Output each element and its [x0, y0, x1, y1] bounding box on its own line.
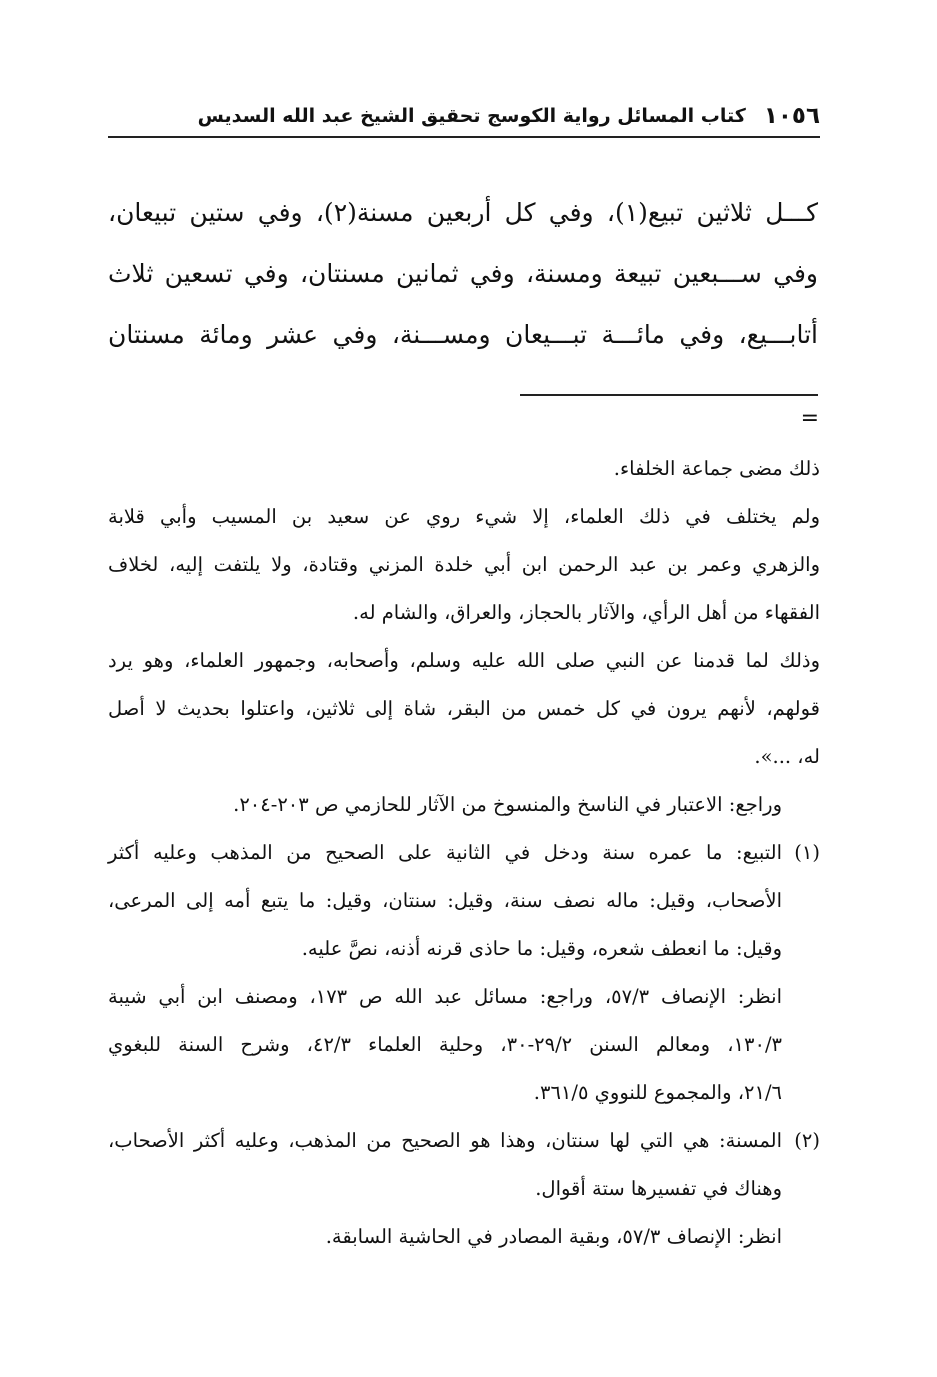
footnote-line: له، ...».: [754, 745, 820, 768]
running-title: كتاب المسائل رواية الكوسج تحقيق الشيخ عبد الله السديس: [197, 105, 746, 127]
footnote-line: والزهري وعمر بن عبد الرحمن ابن أبي خلدة المزني وقتادة، ولا يلتفت إليه، لخلاف: [108, 553, 820, 576]
main-text: [108, 182, 818, 365]
footnote-line: وهناك في تفسيرها ستة أقوال.: [535, 1177, 782, 1200]
footnote-continuation-paragraph: [108, 493, 820, 637]
footnote-line: ١٣٠/٣، ومعالم السنن ٢٩/٢-٣٠، وحلية العلماء ٤٢/٣، وشرح السنة للبغوي: [108, 1033, 782, 1056]
footnote-continuation-paragraph: [108, 637, 820, 781]
footnote-line: ٢١/٦، والمجموع للنووي ٣٦١/٥.: [533, 1081, 782, 1104]
footnote-separator-rule: [520, 394, 818, 396]
footnote-line: الفقهاء من أهل الرأي، والآثار بالحجاز، والعراق، والشام له.: [352, 601, 820, 624]
page-header: [108, 96, 820, 138]
footnote-marker: (١): [794, 841, 820, 864]
footnote-line: وقيل: ما انعطف شعره، وقيل: ما حاذى قرنه أذنه، نصَّ عليه.: [301, 937, 782, 960]
page-number: ١٠٥٦: [763, 103, 820, 129]
main-text-line: كـــل ثلاثين تبيع(١)، وفي كل أربعين مسنة(٢)، وفي ستين تبيعان،: [108, 198, 819, 227]
footnote-line: الأصحاب، وقيل: ماله نصف سنة، وقيل: سنتان، وقيل: ما يتبع أمه إلى المرعى،: [108, 889, 782, 912]
main-text-line: أتابـــيع، وفي مائـــة تبـــيعان ومســـنة، وفي عشر ومائة مسنتان: [108, 320, 818, 349]
footnotes: [108, 445, 820, 1261]
footnote-line: وراجع: الاعتبار في الناسخ والمنسوخ من الآثار للحازمي ص ٢٠٣-٢٠٤.: [233, 793, 782, 816]
footnote-line: ولم يختلف في ذلك العلماء، إلا شيء روي عن سعيد بن المسيب وأبي قلابة: [108, 505, 820, 528]
footnote-line: انظر: الإنصاف ٥٧/٣، وبقية المصادر في الحاشية السابقة.: [325, 1225, 782, 1248]
footnote-line: التبيع: ما عمره سنة ودخل في الثانية على الصحيح من المذهب وعليه أكثر: [108, 841, 782, 864]
footnote-continuation-paragraph: [108, 445, 820, 493]
footnote-line: المسنة: هي التي لها سنتان، وهذا هو الصحيح من المذهب، وعليه أكثر الأصحاب،: [108, 1129, 782, 1152]
footnote-line: وذلك لما قدمنا عن النبي صلى الله عليه وسلم، وأصحابه، وجمهور العلماء، وهو يرد: [108, 649, 820, 672]
footnote-marker: (٢): [794, 1129, 820, 1152]
continuation-mark: =: [800, 406, 819, 431]
main-text-line: وفي ســـبعين تبيعة ومسنة، وفي ثمانين مسنتان، وفي تسعين ثلاث: [108, 259, 818, 288]
footnote-line: انظر: الإنصاف ٥٧/٣، وراجع: مسائل عبد الله ص ١٧٣، ومصنف ابن أبي شيبة: [108, 985, 782, 1008]
footnote-line: ذلك مضى جماعة الخلفاء.: [613, 457, 820, 480]
footnote-2: [108, 1117, 820, 1261]
footnote-continuation-paragraph: [108, 781, 820, 829]
footnote-1: [108, 829, 820, 1117]
footnote-line: قولهم، لأنهم يرون في كل خمس من البقر، شاة إلى ثلاثين، واعتلوا بحديث لا أصل: [108, 697, 820, 720]
